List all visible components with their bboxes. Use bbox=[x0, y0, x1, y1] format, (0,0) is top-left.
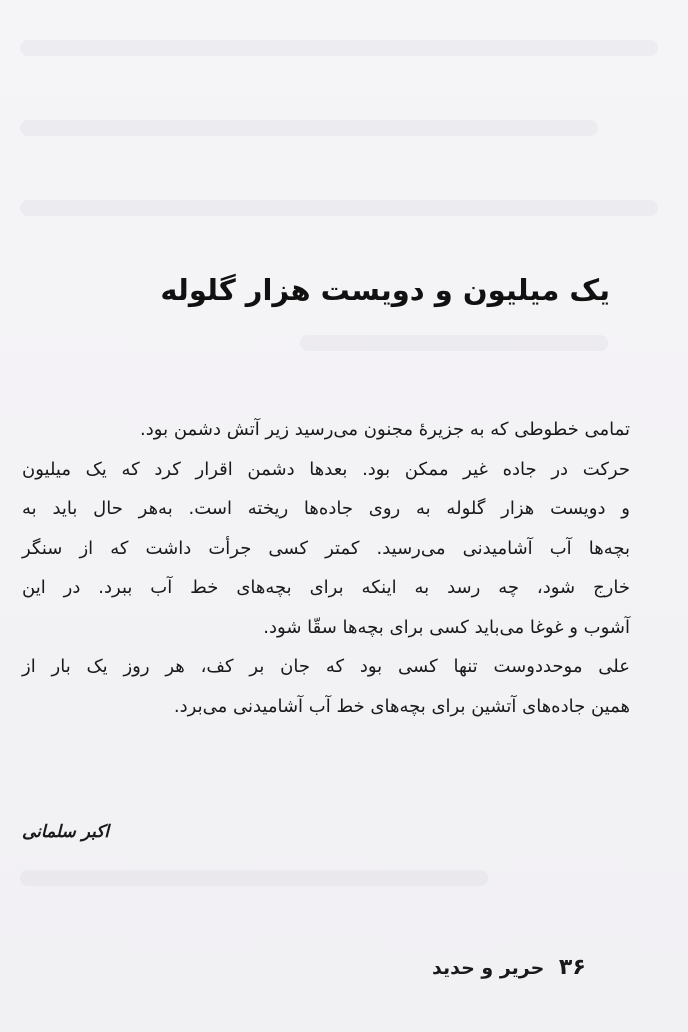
page-number: ۳۶ bbox=[558, 955, 586, 980]
book-title: حریر و حدید bbox=[432, 957, 545, 979]
body-line: و دویست هزار گلوله به روی جاده‌ها ریخته است. به‌هر حال باید به bbox=[22, 498, 630, 519]
body-line: حرکت در جاده غیر ممکن بود. بعدها دشمن اقرار کرد که یک میلیون bbox=[22, 458, 630, 480]
page-footer bbox=[432, 955, 586, 980]
bleed-through-shadow bbox=[300, 335, 608, 351]
chapter-title: یک میلیون و دویست هزار گلوله bbox=[160, 273, 610, 307]
body-line: تمامی خطوطی که به جزیرهٔ مجنون می‌رسید زیر آتش دشمن بود. bbox=[140, 419, 630, 440]
bleed-through-shadow bbox=[20, 120, 598, 136]
body-line: آشوب و غوغا می‌باید کسی برای بچه‌ها سقّا شود. bbox=[263, 616, 630, 638]
body-line: خارج شود، چه رسد به اینکه برای بچه‌های خط آب ببرد. در این bbox=[22, 577, 630, 598]
body-line: علی موحددوست تنها کسی بود که جان بر کف، هر روز یک بار از bbox=[22, 656, 630, 677]
bleed-through-shadow bbox=[20, 200, 658, 216]
bleed-through-shadow bbox=[20, 870, 488, 886]
body-text bbox=[22, 410, 630, 726]
body-line: همین جاده‌های آتشین برای بچه‌های خط آب آشامیدنی می‌برد. bbox=[173, 695, 630, 717]
bleed-through-shadow bbox=[20, 40, 658, 56]
body-line: بچه‌ها آب آشامیدنی می‌رسید. کمتر کسی جرأت داشت که از سنگر bbox=[22, 537, 630, 559]
author-signature: اکبر سلمانی bbox=[22, 822, 110, 842]
